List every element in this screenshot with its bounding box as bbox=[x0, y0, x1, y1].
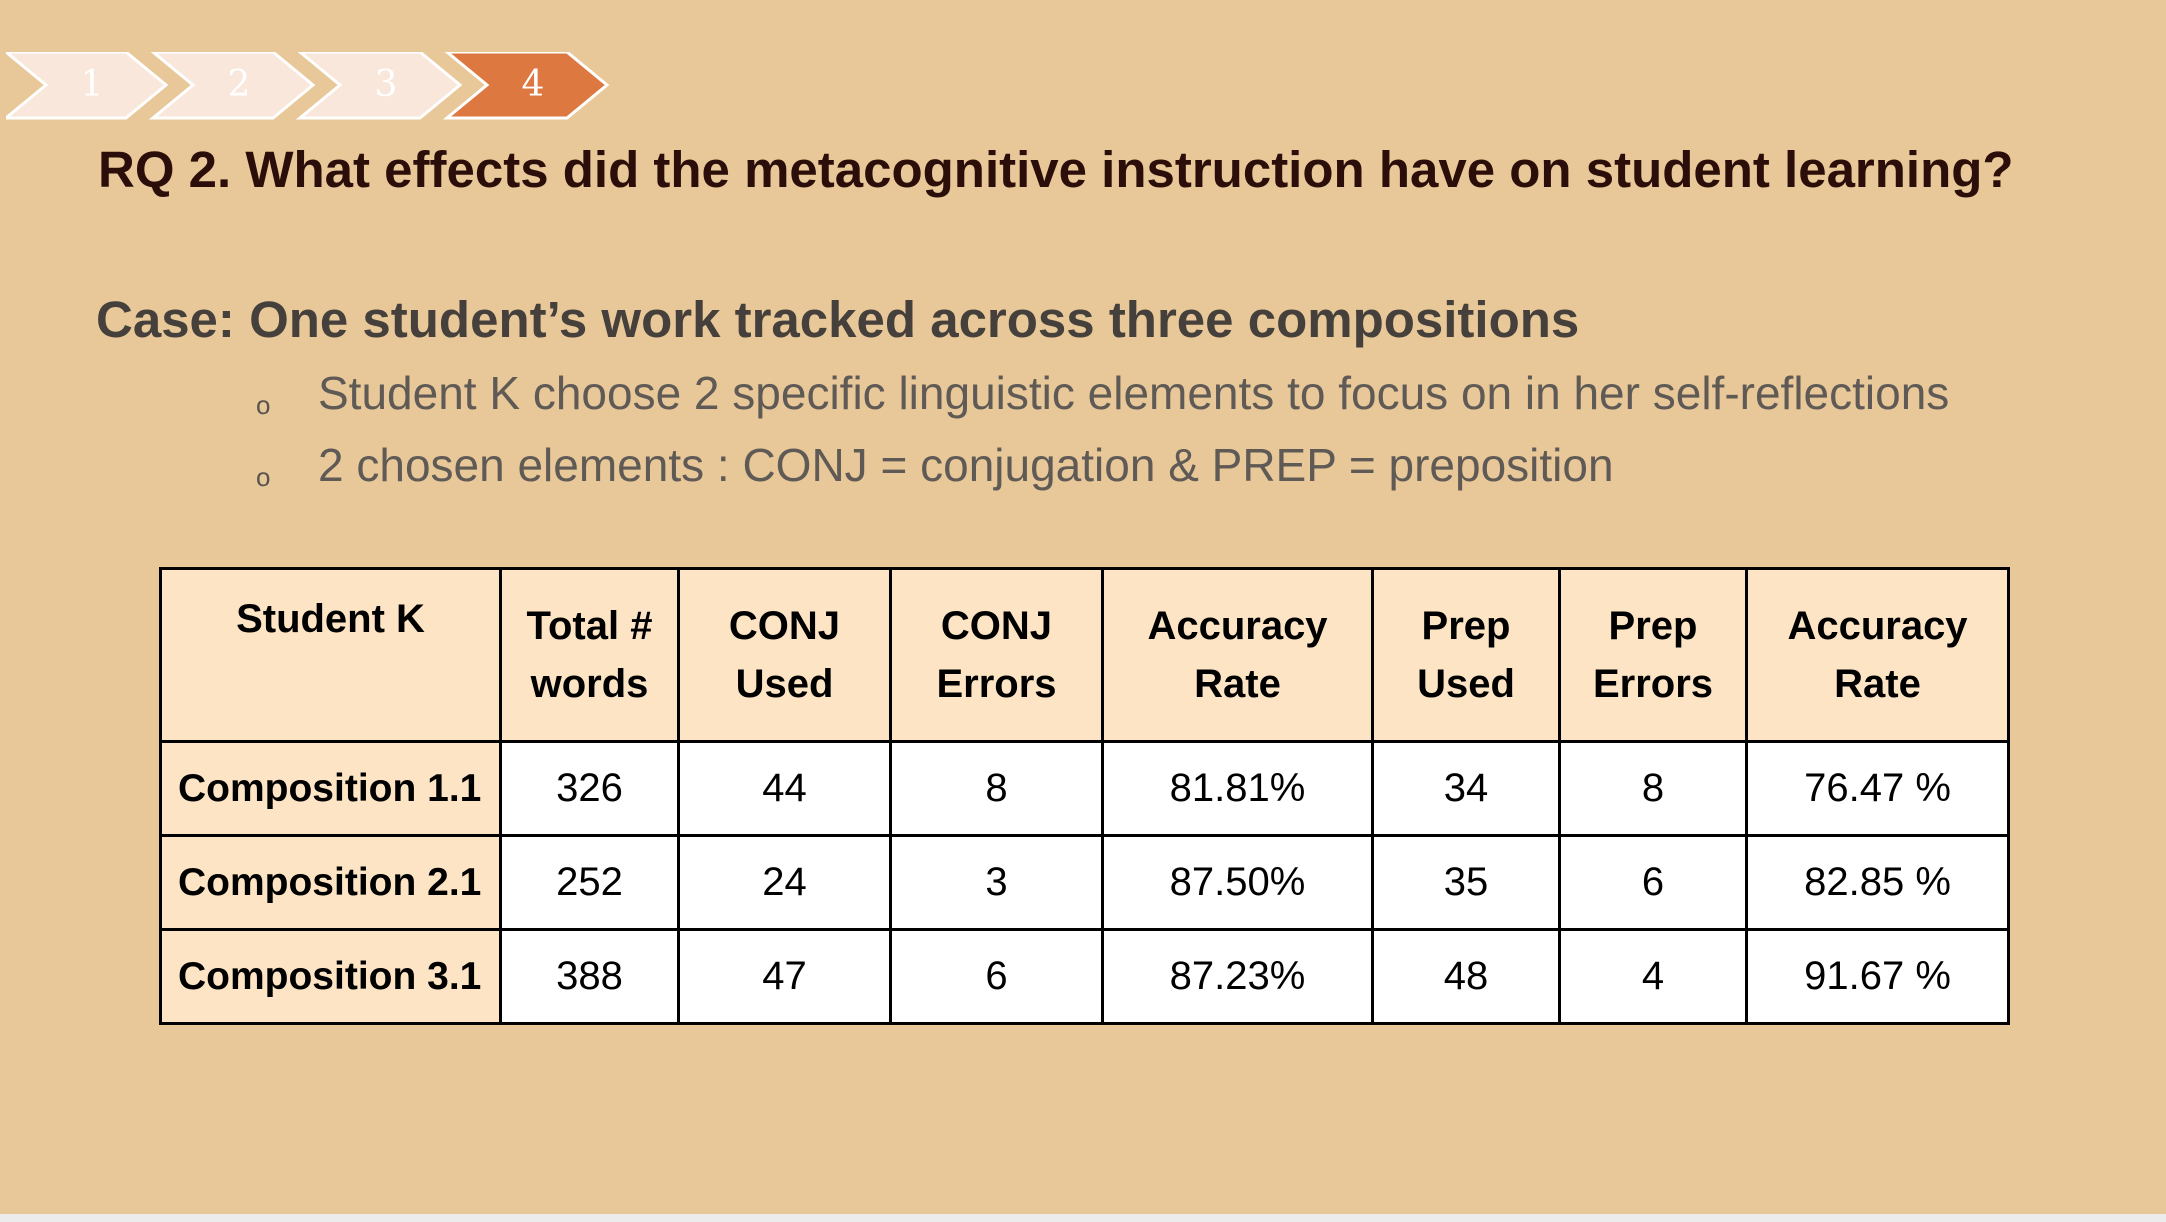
header-prep-used bbox=[1373, 569, 1560, 742]
cell-conj-used: 24 bbox=[679, 836, 891, 930]
header-student bbox=[161, 569, 501, 742]
cell-total-words: 388 bbox=[501, 930, 679, 1024]
step-3-label: 3 bbox=[374, 64, 398, 105]
header-line: CONJ bbox=[940, 604, 1053, 648]
header-line: Rate bbox=[1834, 662, 1921, 706]
case-heading: Case: One student’s work tracked across three compositions bbox=[96, 291, 1580, 348]
header-conj-accuracy bbox=[1103, 569, 1373, 742]
table-row bbox=[161, 930, 2009, 1024]
cell-prep-errors: 8 bbox=[1560, 742, 1747, 836]
cell-conj-errors: 8 bbox=[891, 742, 1103, 836]
cell-prep-accuracy: 82.85 % bbox=[1747, 836, 2009, 930]
cell-total-words: 252 bbox=[501, 836, 679, 930]
header-line: Errors bbox=[936, 662, 1057, 706]
header-line: Accuracy bbox=[1147, 604, 1328, 648]
header-line: words bbox=[530, 662, 649, 706]
bullet-text: 2 chosen elements : CONJ = conjugation & PREP = preposition bbox=[318, 439, 1614, 491]
row-label: Composition 2.1 bbox=[161, 836, 501, 930]
results-table bbox=[159, 567, 2010, 1025]
table-row bbox=[161, 742, 2009, 836]
header-prep-errors bbox=[1560, 569, 1747, 742]
progress-steps bbox=[6, 52, 616, 122]
bullet-text: Student K choose 2 specific linguistic elements to focus on in her self-reflections bbox=[318, 367, 1950, 419]
header-row bbox=[161, 569, 2009, 742]
cell-conj-used: 44 bbox=[679, 742, 891, 836]
cell-conj-accuracy: 87.23% bbox=[1103, 930, 1373, 1024]
cell-prep-accuracy: 76.47 % bbox=[1747, 742, 2009, 836]
bullet-circle-icon: o bbox=[256, 390, 271, 420]
cell-conj-errors: 3 bbox=[891, 836, 1103, 930]
header-line: Rate bbox=[1194, 662, 1281, 706]
table-row bbox=[161, 836, 2009, 930]
step-1-label: 1 bbox=[80, 64, 104, 105]
header-line: Student K bbox=[236, 597, 425, 641]
header-line: CONJ bbox=[728, 604, 841, 648]
header-line: Errors bbox=[1592, 662, 1714, 706]
header-line: Prep bbox=[1608, 604, 1698, 648]
row-label: Composition 3.1 bbox=[161, 930, 501, 1024]
header-line: Used bbox=[1417, 662, 1515, 706]
header-total-words bbox=[501, 569, 679, 742]
cell-conj-accuracy: 81.81% bbox=[1103, 742, 1373, 836]
cell-prep-accuracy: 91.67 % bbox=[1747, 930, 2009, 1024]
bullet-circle-icon: o bbox=[256, 462, 271, 492]
cell-conj-errors: 6 bbox=[891, 930, 1103, 1024]
slide-title: RQ 2. What effects did the metacognitive instruction have on student learning? bbox=[98, 141, 2014, 198]
cell-conj-used: 47 bbox=[679, 930, 891, 1024]
step-2-label: 2 bbox=[227, 64, 251, 105]
header-line: Used bbox=[735, 662, 834, 706]
header-conj-used bbox=[679, 569, 891, 742]
cell-prep-errors: 6 bbox=[1560, 836, 1747, 930]
header-line: Prep bbox=[1421, 604, 1511, 648]
cell-conj-accuracy: 87.50% bbox=[1103, 836, 1373, 930]
cell-prep-used: 35 bbox=[1373, 836, 1560, 930]
header-prep-accuracy bbox=[1747, 569, 2009, 742]
cell-prep-used: 34 bbox=[1373, 742, 1560, 836]
cell-prep-used: 48 bbox=[1373, 930, 1560, 1024]
cell-prep-errors: 4 bbox=[1560, 930, 1747, 1024]
cell-total-words: 326 bbox=[501, 742, 679, 836]
row-label: Composition 1.1 bbox=[161, 742, 501, 836]
header-line: Total # bbox=[526, 604, 653, 648]
header-line: Accuracy bbox=[1787, 604, 1968, 648]
header-conj-errors bbox=[891, 569, 1103, 742]
step-4-label: 4 bbox=[521, 64, 545, 105]
